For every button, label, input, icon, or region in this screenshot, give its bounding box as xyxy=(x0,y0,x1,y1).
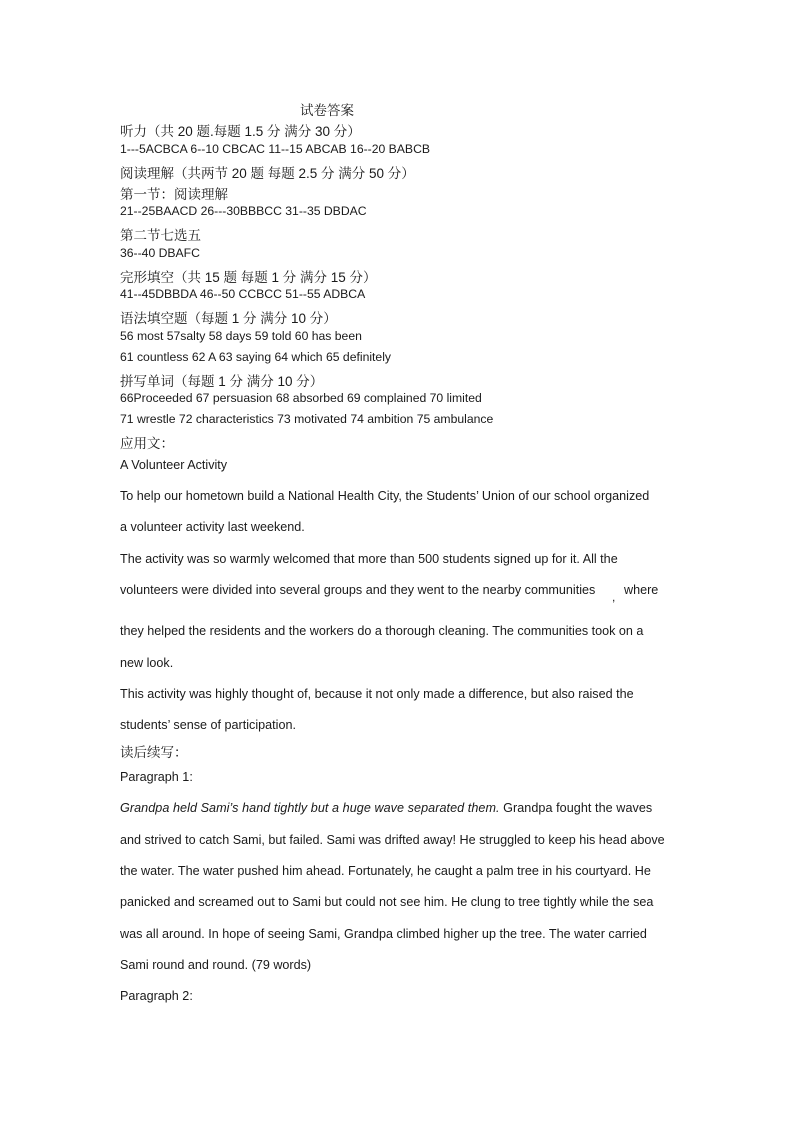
reading-section1-heading: 第一节：阅读理解 xyxy=(120,187,228,202)
reading-section2-heading: 第二节七选五 xyxy=(120,228,201,243)
paragraph1-line: the water. The water pushed him ahead. Fortunately, he caught a palm tree in his courtyard. He xyxy=(120,864,651,878)
reading-heading: 阅读理解（共两节 20 题 每题 2.5 分 满分 50 分） xyxy=(120,166,415,181)
continuation-heading: 读后续写： xyxy=(120,745,188,760)
essay-line-end: where xyxy=(624,583,659,597)
paragraph1-line: and strived to catch Sami, but failed. Sami was drifted away! He struggled to keep his head above xyxy=(120,833,665,847)
paragraph1-first-line-rest: Grandpa fought the waves xyxy=(499,801,653,815)
essay-line: The activity was so warmly welcomed that more than 500 students signed up for it. All the xyxy=(120,552,618,566)
paragraph1-first-line xyxy=(120,801,652,815)
paragraph1-line: panicked and screamed out to Sami but could not see him. He clung to tree tightly while the sea xyxy=(120,895,654,909)
essay-title: A Volunteer Activity xyxy=(120,458,228,472)
essay-line: To help our hometown build a National Health City, the Students’ Union of our school organized xyxy=(120,489,650,503)
paragraph2-label: Paragraph 2: xyxy=(120,989,193,1003)
spelling-heading: 拼写单词（每题 1 分 满分 10 分） xyxy=(120,374,324,389)
essay-line: This activity was highly thought of, because it not only made a difference, but also raised the xyxy=(120,687,634,701)
grammar-heading: 语法填空题（每题 1 分 满分 10 分） xyxy=(120,311,337,326)
practical-writing-heading: 应用文： xyxy=(120,436,174,451)
spelling-answers-line2: 71 wrestle 72 characteristics 73 motivated 74 ambition 75 ambulance xyxy=(120,412,494,426)
essay-line: volunteers were divided into several groups and they went to the nearby communities xyxy=(120,583,596,597)
paragraph1-label: Paragraph 1: xyxy=(120,770,193,784)
grammar-answers-line1: 56 most 57salty 58 days 59 told 60 has been xyxy=(120,329,362,343)
essay-line: students’ sense of participation. xyxy=(120,718,296,732)
stray-comma: , xyxy=(612,590,616,604)
essay-line: new look. xyxy=(120,656,174,670)
paragraph1-line: was all around. In hope of seeing Sami, Grandpa climbed higher up the tree. The water carried xyxy=(120,927,647,941)
listening-heading: 听力（共 20 题.每题 1.5 分 满分 30 分） xyxy=(120,124,361,139)
essay-line: a volunteer activity last weekend. xyxy=(120,520,305,534)
cloze-answers: 41--45DBBDA 46--50 CCBCC 51--55 ADBCA xyxy=(120,287,366,301)
reading-section1-answers: 21--25BAACD 26---30BBBCC 31--35 DBDAC xyxy=(120,204,367,218)
page-title: 试卷答案 xyxy=(300,103,354,118)
given-opening-sentence: Grandpa held Sami’s hand tightly but a huge wave separated them. xyxy=(120,801,500,815)
reading-section2-answers: 36--40 DBAFC xyxy=(120,246,200,260)
paragraph1-line: Sami round and round. (79 words) xyxy=(120,958,312,972)
cloze-heading: 完形填空（共 15 题 每题 1 分 满分 15 分） xyxy=(120,270,377,285)
grammar-answers-line2: 61 countless 62 A 63 saying 64 which 65 definitely xyxy=(120,350,392,364)
essay-line: they helped the residents and the workers do a thorough cleaning. The communities took on a xyxy=(120,624,644,638)
listening-answers: 1---5ACBCA 6--10 CBCAC 11--15 ABCAB 16--20 BABCB xyxy=(120,142,430,156)
spelling-answers-line1: 66Proceeded 67 persuasion 68 absorbed 69 complained 70 limited xyxy=(120,391,482,405)
